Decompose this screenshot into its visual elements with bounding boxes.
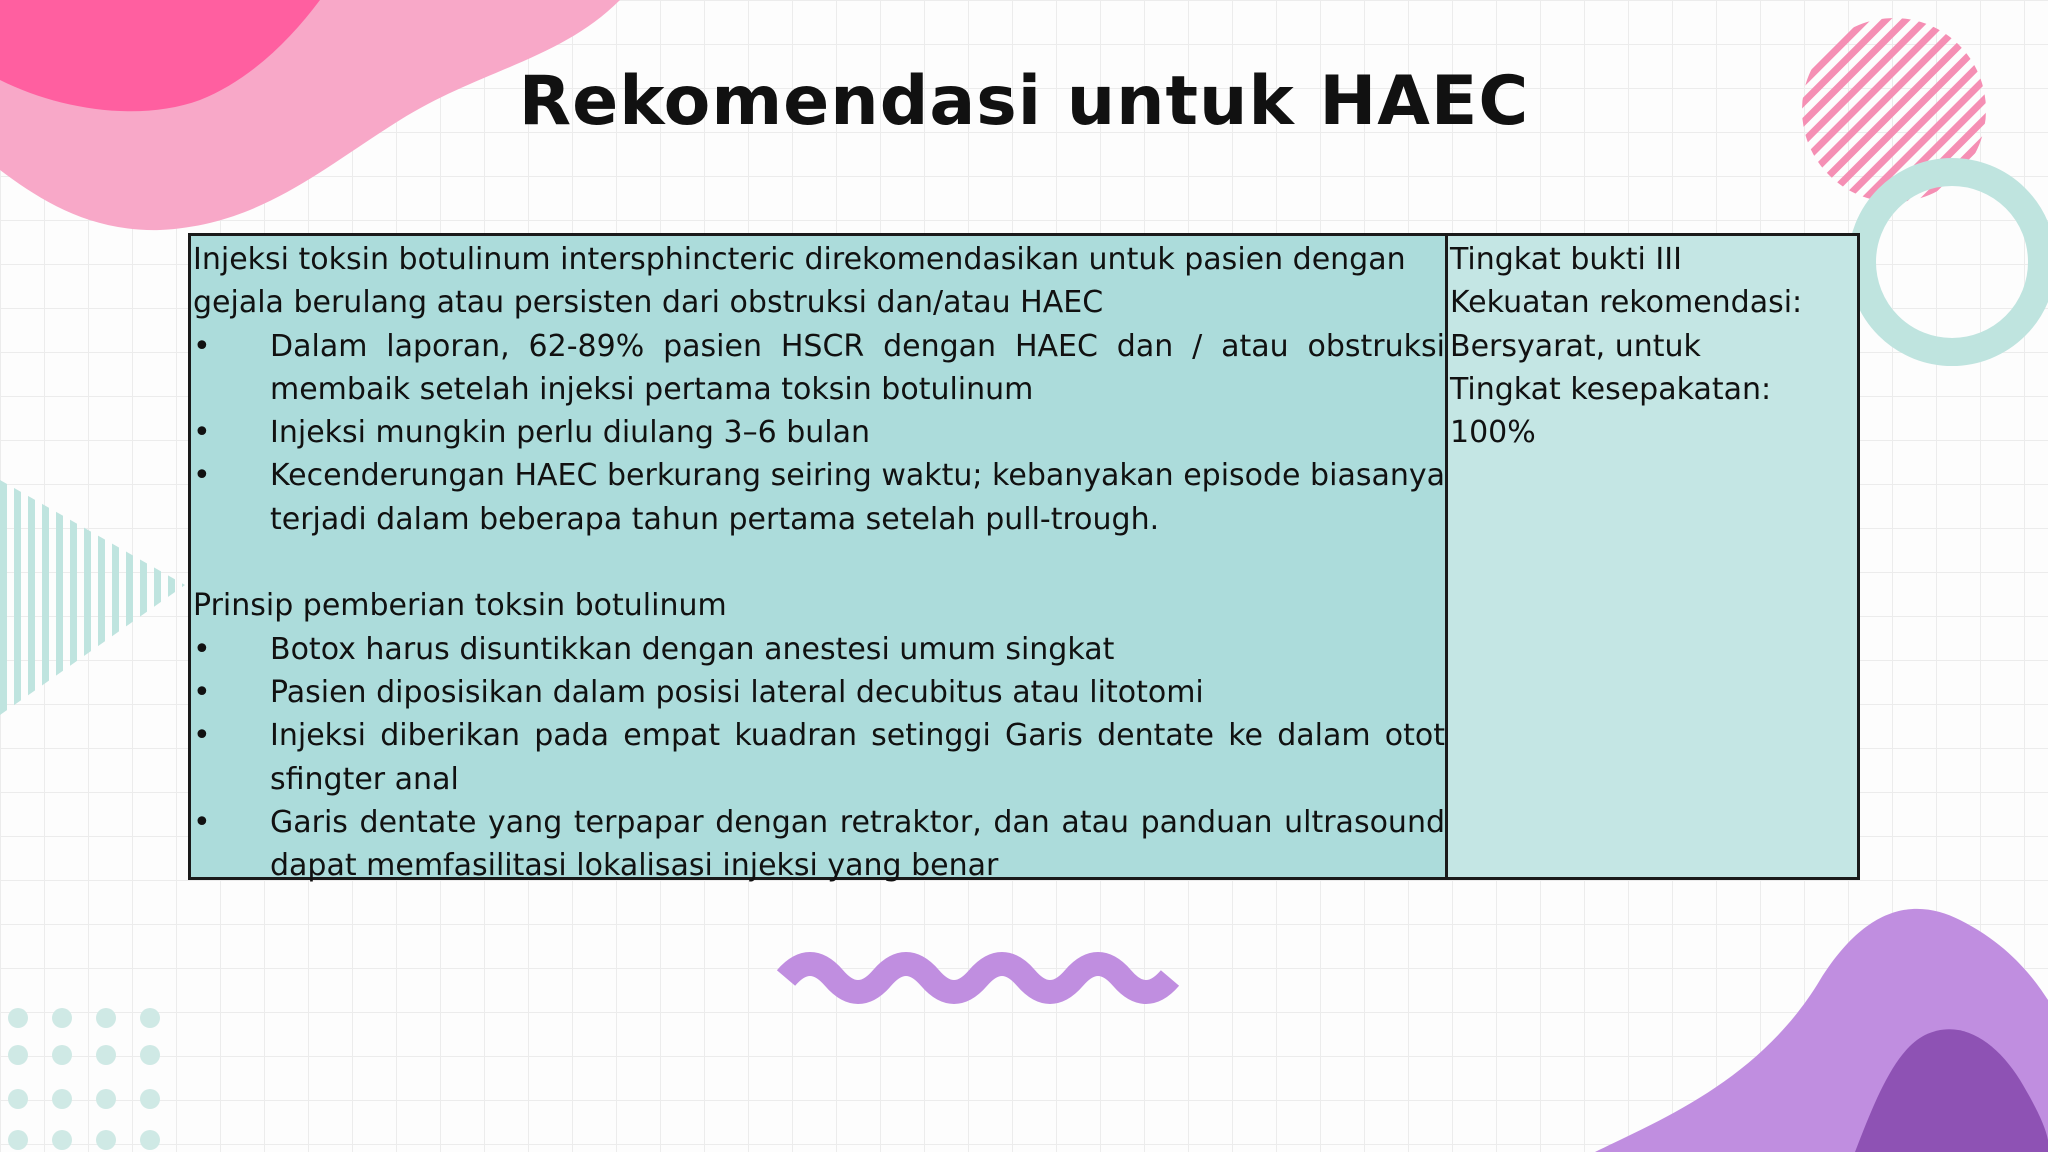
bullet-item: • Injeksi mungkin perlu diulang 3–6 bulan <box>193 411 1445 454</box>
bullet-item: • Injeksi diberikan pada empat kuadran setinggi Garis dentate ke dalam otot sfingter anal <box>193 714 1445 801</box>
recommendation-table <box>188 233 1860 884</box>
purple-blob-bottom-right <box>1595 909 2048 1152</box>
purple-wave <box>786 964 1170 992</box>
principle-bullet-list <box>193 628 1445 888</box>
slide-title: Rekomendasi untuk HAEC <box>518 62 1530 141</box>
principle-heading: Prinsip pemberian toksin botulinum <box>193 588 727 624</box>
dot-grid <box>8 1008 160 1150</box>
strength-value: Bersyarat, untuk <box>1450 328 1701 364</box>
bullet-item: • Pasien diposisikan dalam posisi lateral decubitus atau litotomi <box>193 671 1445 714</box>
teal-ring <box>1862 172 2042 352</box>
bullet-item: • Garis dentate yang terpapar dengan retraktor, dan atau panduan ultrasound dapat memfasilitasi lokalisasi injeksi yang benar <box>193 801 1445 888</box>
agreement-level: Tingkat kesepakatan: 100% <box>1450 371 1772 451</box>
recommendation-statement: Injeksi toksin botulinum intersphincteric direkomendasikan untuk pasien dengan gejala berulang atau persisten dari obstruksi dan/atau HAEC <box>193 242 1406 321</box>
bullet-item: • Botox harus disuntikkan dengan anestesi umum singkat <box>193 628 1445 671</box>
grading-cell <box>1448 236 1857 877</box>
bullet-item: • Kecenderungan HAEC berkurang seiring waktu; kebanyakan episode biasanya terjadi dalam beberapa tahun pertama setelah pull-trough. <box>193 454 1445 541</box>
strength-label: Kekuatan rekomendasi: <box>1450 285 1803 321</box>
spacer <box>193 541 1445 584</box>
recommendation-cell <box>191 236 1448 884</box>
bullet-item: • Dalam laporan, 62-89% pasien HSCR dengan HAEC dan / atau obstruksi membaik setelah injeksi pertama toksin botulinum <box>193 325 1445 412</box>
evidence-level: Tingkat bukti III <box>1450 242 1682 277</box>
striped-triangle <box>0 480 185 715</box>
evidence-bullet-list <box>193 325 1445 541</box>
